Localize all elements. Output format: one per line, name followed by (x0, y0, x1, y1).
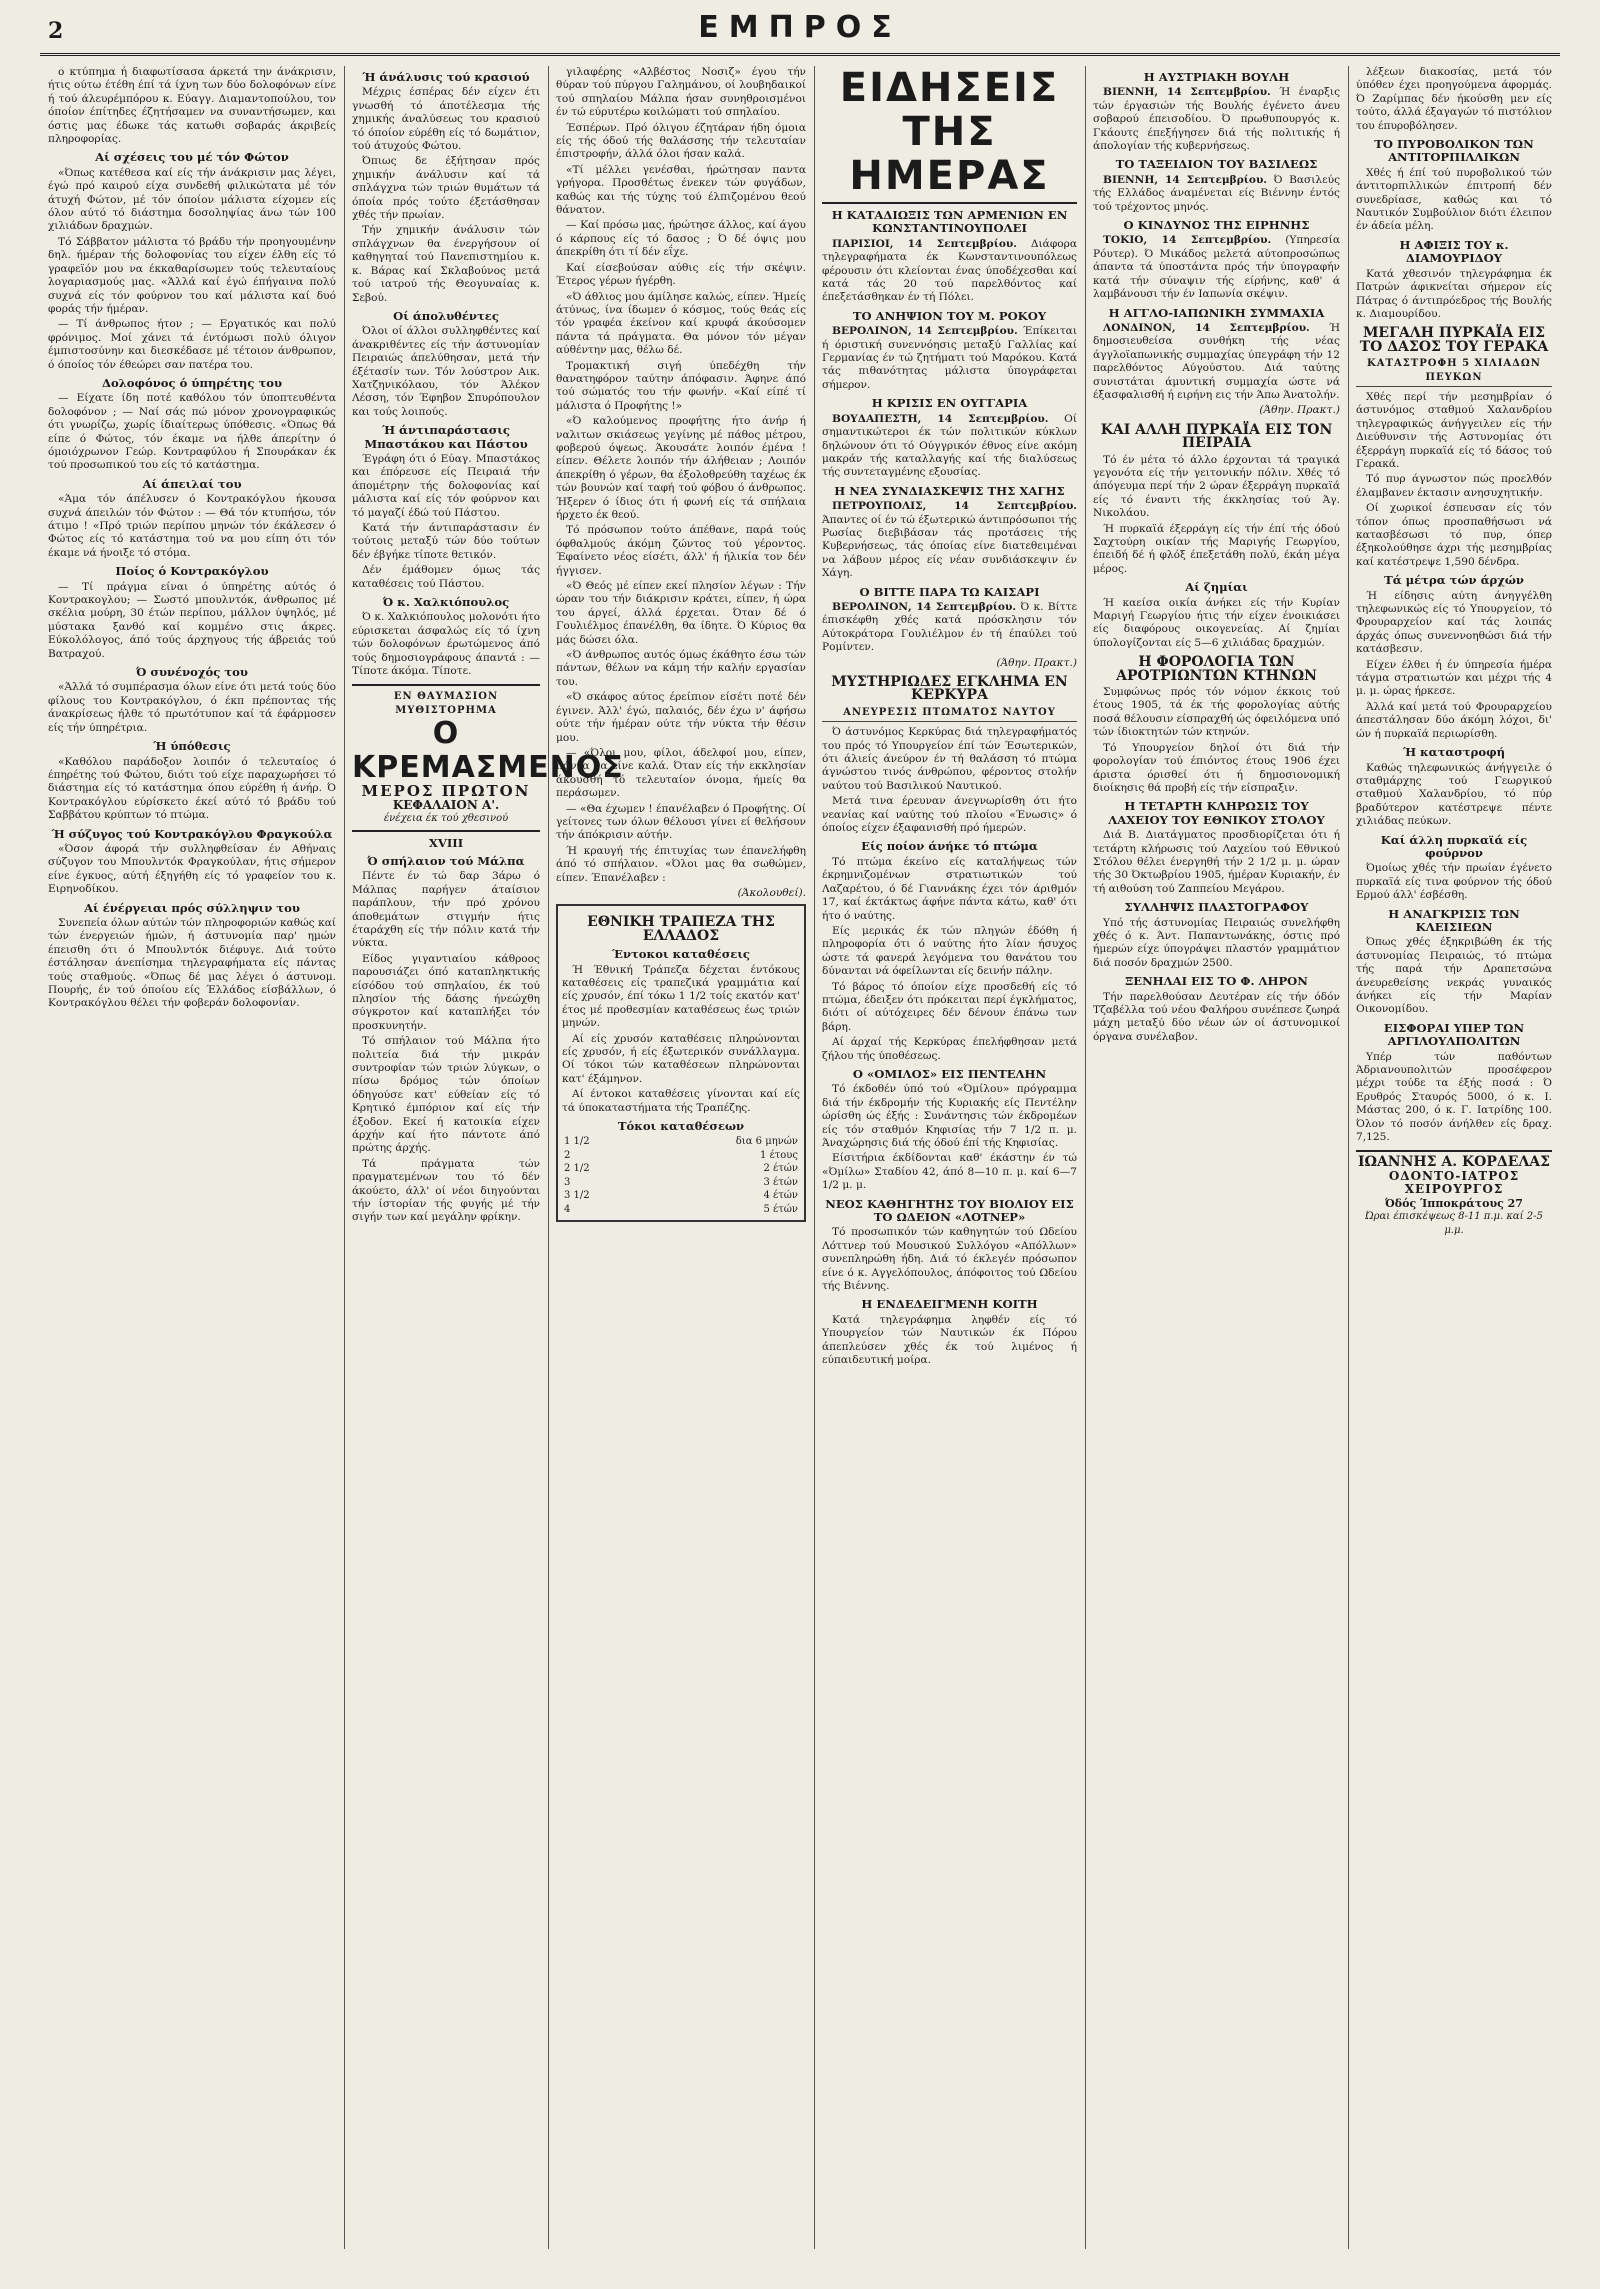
section-heading: Ή άνάλυσις τού κρασιού (362, 70, 530, 84)
section-heading: ΜΥΣΤΗΡΙΩΔΕΣ ΕΓΚΛΗΜΑ ΕΝ ΚΕΡΚΥΡΑ (831, 674, 1068, 704)
article-paragraph: Αί έντοκοι καταθέσεις γίνονται καί είς τά ύποκαταστήματα τής Τραπέζης. (562, 1088, 800, 1114)
article-text: Ή έναρξις τών έργασιών τής Βουλής έγένετο άνευ σοβαρού έπεισοδίου. Ό πρωθυπουργός κ. Γκάουτς έπεξήγησεν διά τής πολιτικής ή άπολογίαν τής κυβερνήσεως. (1093, 86, 1341, 153)
section-heading: ΜΕΓΑΛΗ ΠΥΡΚΑΪΑ ΕΙΣ ΤΟ ΔΑΣΟΣ ΤΟΥ ΓΕΡΑΚΑ (1359, 325, 1549, 355)
bank-subtitle: Έντοκοι καταθέσεις (611, 947, 750, 962)
dentist-advertisement (1356, 1150, 1552, 1236)
column-1 (48, 66, 336, 2249)
article-paragraph: Είσιτήρια έκδίδονται καθ' έκάστην έν τώ «Όμίλω» Σταδίου 42, άπό 8—10 π. μ. καί 6—7 1/2 μ. μ. (822, 1152, 1077, 1192)
banner-kicker: ΕΝ ΘΑΥΜΑΣΙΟΝ ΜΥΘΙΣΤΟΡΗΜΑ (393, 691, 499, 716)
dateline: ΒΙΕΝΝΗ, 14 Σεπτεμβρίου. (1103, 86, 1271, 99)
section-heading: ΣΥΛΛΗΨΙΣ ΠΛΑΣΤΟΓΡΑΦΟΥ (1124, 900, 1309, 915)
section-heading: Η ΑΦΙΞΙΣ ΤΟΥ κ. ΔΙΑΜΟΥΡΙΔΟΥ (1399, 237, 1509, 266)
article-paragraph (822, 413, 1077, 480)
column-4 (822, 66, 1077, 2249)
article-paragraph: Έσπέρων. Πρό όλιγου έζητάραν ήδη όμοια είς τής όδού τής θαλάσσης τήν τελευταίαν έπιστροφήν, άλλά όλοι ήσαν καλά. (556, 121, 806, 161)
section-heading: Ή καταστροφή (1402, 745, 1506, 760)
table-row (562, 1135, 800, 1148)
article-paragraph: Έγράφη ότι ό Εύαγ. Μπαστάκος και έπόρευσε είς Πειραιά τήν άπομέτρην τής δολοφονίας καί μάλιστα καί είς τόν φούρνον και τό μαγαζί έδώ τού Πάστου. (352, 452, 540, 519)
ad-name: ΙΩΑΝΝΗΣ Α. ΚΟΡΔΕΛΑΣ (1357, 1154, 1551, 1171)
article-paragraph: Τό προσωπικόν τών καθηγητών τού Ωδείου Λόττνερ τού Μουσικού Συλλόγου «Απόλλων» συνεπληρώθη ήδη. Διά τό έκλεγέν πρόσωπον είνε ό κ. Αγγελόπουλος, άπόφοιτος τού Ωδείου τής Βιέννης. (822, 1226, 1077, 1293)
masthead (40, 8, 1560, 56)
article-paragraph: — «Θα έχωμεν ! έπανέλαβεν ό Προφήτης. Οί γείτονες των όλων θέλουσι γίνει εί θελήσουν τήν άπόκρισιν αύτήν. (556, 802, 806, 842)
article-paragraph: ο κτύπημα ή διαφωτίσασα άρκετά την άνάκρισιν, ήτις ούτω έτέθη έπί τά ίχνη των δύο δολοφόνων είνε ή τού άλευρέμπόρου κ. Εύαγγ. Διαμαντοπούλου, τον όποίον έπίτηδες έζητήσαμεν να συναντήσωμεν, και όστις μας έδωκε τάς κατωθι σοβαράς άκριβείς πληροφορίας. (48, 66, 336, 146)
source-credit: (Άθην. Πρακτ.) (1259, 404, 1340, 417)
article-paragraph: Τήν παρελθούσαν Δευτέραν είς τήν όδόν Τζαβέλλα τού νέου Φαλήρου συνέπεσε ζωηρά μάχη μεταξύ δύο νέων ών οί άστυνομικοί όργανα συνέλαβον. (1093, 990, 1340, 1043)
article-paragraph (822, 238, 1077, 305)
article-paragraph: Υπό τής άστυνομίας Πειραιώς συνελήφθη χθές ό κ. Άντ. Παπαντωνάκης, όστις πρό ήμερών είχε ύπογράψει πλαστόν γραμμάτιον διά ποσόν δραχμών 2500. (1093, 916, 1340, 969)
article-paragraph: Τό πρόσωπον τούτο άπέθανε, παρά τούς όφθαλμούς άκόμη ζώντος τού γέροντος. Έφαίνετο νέος είσέτι, άλλ' ή ήλικία τον δέν ήγγισεν. (556, 524, 806, 577)
banner-chapter: ΚΕΦΑΛΑΙΟΝ Α'. (392, 797, 500, 812)
article-text: Ή δημοσιευθείσα συνθήκη τής νέας άγγλοϊαπωνικής συμμαχίας ύπεγράφη τήν 12 παρελθόντος Αύγούστου. Διά ταύτης συνιστάται άμυντική συμμαχία ώστε νά έξασφαλισθή ή ειρήνη εις τήν Άπω Άνατολήν. (1093, 321, 1340, 401)
article-paragraph (1093, 174, 1340, 214)
article-paragraph: Όπως χθές έξηκριβώθη έκ τής άστυνομίας Πειραιώς, τό πτώμα τής παρά τήν Δραπετσώνα άνευρεθείσης νεκράς γυναικός άνήκει είς τήν Μαρίαν Οικονομίδου. (1356, 936, 1552, 1016)
section-heading: ΤΟ ΑΝΗΨΙΟΝ ΤΟΥ Μ. ΡΟΚΟΥ (852, 308, 1047, 323)
dateline: ΤΟΚΙΟ, 14 Σεπτεμβρίου. (1103, 234, 1272, 247)
article-text: Άπαντες οί έν τώ έξωτερικώ άντιπρόσωποι τής Ρωσίας διεβιβάσαν τάς προτάσεις τής Κυβερνήσεως, τάς όποίας είνε διατεθειμέναι να λάβουν μέρος είς νέαν συνδιάσκεψιν έν Χάγη. (822, 513, 1077, 580)
column-rule (1348, 66, 1349, 2249)
term-cell: 3 έτών (763, 1176, 798, 1188)
article-paragraph: Αί είς χρυσόν καταθέσεις πληρώνονται είς χρυσόν, ή είς έξωτερικόν συνάλλαγμα. Οί τόκοι τών καταθέσεων πληρώνονται κατ' έξάμηνον. (562, 1032, 800, 1085)
section-heading: Η ΤΕΤΑΡΤΗ ΚΛΗΡΩΣΙΣ ΤΟΥ ΛΑΧΕΙΟΥ ΤΟΥ ΕΘΝΙΚΟΥ ΣΤΟΛΟΥ (1108, 799, 1325, 827)
article-paragraph: Τό πυρ άγνωστον πώς προελθόν έλαμβανεν έκτασιν ανησυχητικήν. (1356, 473, 1552, 499)
article-text: Ό κ. Βίττε έπισκέφθη χθές κατά πρόσκλησιν τόν Αύτοκράτορα Γουλιέλμον έν τή έπαύλει τού Ρομίντεν. (822, 600, 1077, 654)
article-paragraph: Κατά χθεσινόν τηλεγράφημα έκ Πατρών άφικνείται σήμερον είς Πάτρας ό άντιπρόεδρος τής Βουλής κ. Διαμουρίδου. (1356, 267, 1552, 320)
section-heading: Είς ποίον άνήκε τό πτώμα (861, 839, 1038, 854)
article-paragraph: Αί άρχαί τής Κερκύρας έπελήφθησαν μετά ζήλου τής ύποθέσεως. (822, 1036, 1077, 1062)
dateline: ΛΟΝΔΙΝΟΝ, 14 Σεπτεμβρίου. (1103, 321, 1310, 334)
article-paragraph (1093, 86, 1340, 153)
section-heading: Η ΚΡΙΣΙΣ ΕΝ ΟΥΓΓΑΡΙΑ (871, 396, 1028, 411)
article-paragraph: Μέχρις έσπέρας δέν είχεν έτι γνωσθή τό άποτέλεσμα τής χημικής άναλύσεως του κρασιού τό όποίον εύρέθη είς τό δωμάτιον, τού άτυχούς Φώτου. (352, 86, 540, 153)
column-rule (344, 66, 345, 2249)
article-paragraph: λέξεων διακοσίας, μετά τόν ύπόθεν έχει προηγούμενα άφορμάς. Ό Ζαρίμπας δέν ήκούσθη μεν είς τούτο, άλλά έξαγαγών τό πιστόλιον του έπυροβόλησεν. (1356, 66, 1552, 132)
continued-note: (Άκολουθεί). (737, 886, 806, 899)
article-paragraph: Είς μερικάς έκ τών πληγών έδόθη ή πληροφορία ότι ό ναύτης ήτο λίαν ήσυχος ώστε τά φανερά λεγόμενα του θανάτου του δύνανται νά όφείλωνται είς δεινήν πάλην. (822, 924, 1077, 978)
dateline: ΒΕΡΟΛΙΝΟΝ, 14 Σεπτεμβρίου. (832, 325, 1018, 338)
article-paragraph: «Ό άθλιος μου άμίλησε καλώς, είπεν. Ήμείς άτύνως, ίνα ίδωμεν ό κόσμος, τούς θεάς είς τόν γραφέα έκείνον καί κρυφά άκούσομεν πάντα τά πράγματα. Θα μόνον τόν μέγαν αύθέντην μας, θέλω δέ. (556, 290, 806, 357)
article-paragraph: «Ό Θεός μέ είπεν εκεί πλησίον λέγων : Τήν ώραν του τήν διάκρισιν κράτει, είπεν, ή ώρα του άργεί, άλλά έρχεται. Όταν δέ ό Γουλιέλμος έπανέλθη, θα ίδητε. Ό Κύριος θα μάς δώσει όλα. (556, 580, 806, 646)
article-paragraph: Ή πυρκαϊά έξερράγη είς τήν έπί τής όδού Σαχτούρη οικίαν τής Μαριγής Γεωργίου, έπειδή δέ ή φλόξ έπεξετάθη πολύ, έκάη μέγα μέρος. (1093, 522, 1340, 575)
masthead-rule (40, 53, 1560, 56)
article-paragraph: «Ό άνθρωπος αυτός όμως έκάθητο έσω τών πάντων, θέλων να κάμη τήν καλήν εργασίαν του. (556, 649, 806, 688)
article-paragraph: Δέν έμάθομεν όμως τάς καταθέσεις τού Πάστου. (352, 564, 540, 590)
section-heading: Αί ζημίαι (1185, 580, 1248, 595)
article-paragraph: Οί χωρικοί έσπευσαν είς τόν τόπον όπως προσπαθήσωσι νά κατασβέσωσι τό πυρ, όπερ έξηκολούθησε άχρι τής μεσημβρίας καί κατέστρεψε 1,590 δένδρα. (1356, 502, 1552, 568)
rate-cell: 2 1/2 (564, 1163, 590, 1175)
term-cell: 2 έτών (763, 1163, 798, 1175)
article-paragraph: Όμοίως χθές τήν πρωίαν έγένετο πυρκαϊά είς τινα φούρνον τής όδού Ερμού άλλ' έσβέσθη. (1356, 862, 1552, 902)
section-heading: Δολοφόνος ό ύπηρέτης του (101, 375, 283, 390)
section-heading: Καί άλλη πυρκαϊά είς φούρνον (1380, 832, 1528, 860)
article-paragraph: Ό κ. Χαλκιόπουλος μολονότι ήτο εύρισκεται άσφαλώς είς τό ίχνη τών δολοφόνων έρωτώμενος άπό τούς δημοσιογράφους άπαντά : — Τίποτε άκόμα. Τίποτε. (352, 611, 540, 678)
article-paragraph: Ή Έθνική Τράπεζα δέχεται έντόκους καταθέσεις είς τραπεζικά γραμμάτια καί είς χρυσόν, έπί τόκω 1 1/2 τοίς εκατόν κατ' έτος μέ προθεσμίαν καταθέσεως έως τριών μηνών. (562, 963, 800, 1030)
article-paragraph: Ό άστυνόμος Κερκύρας διά τηλεγραφήματός του πρός τό Υπουργείον έπί τών Έσωτερικών, ότι άλιείς άνεύρον έν τή θαλάσση τό πτώμα άγνώστου τινός άνθρώπου, φέροντος στολήν ναύτου τού Βασιλικού Ναυτικού. (822, 726, 1077, 792)
article-paragraph: «Ό καλούμενος προφήτης ήτο άνήρ ή ναλιτων σκιάσεως γεγίνης μέ πάθος μέτρου, φοβερού όψεως. Άκουσάτε λοιπόν έμένα ! είπεν. Θέλετε λοιπόν τήν άλήθειαν ; Λοιπόν άπεκρίθη ό γέρων, θα έξολοθρεύθη ταχέως έκ τών βουνών καί ταφή τού φόβου ό άνθρωπος. Ήξερεν ό ίδιος ότι ή φωνή είς τά σπήλαια ήρχετο έκ θεού. (556, 415, 806, 521)
rate-cell: 1 1/2 (564, 1136, 590, 1148)
rates-table (562, 1135, 800, 1215)
article-paragraph: Είχεν έλθει ή έν ύπηρεσία ήμέρα τάγμα στρατιωτών και μέχρι τής 4 μ. μ. ώρας ήρκεσε. (1356, 658, 1552, 698)
column-rule (1085, 66, 1086, 2249)
article-paragraph: Πέντε έν τώ δαρ 3άρω ό Μάλπας παρήγεν άταίσιον παράπλουν, τήν πρό χρόνου άποθεμάτων στιγμήν ήτις έταράχθη είς τήν πόλιν κατά τήν νύκτα. (352, 870, 540, 950)
article-paragraph: Κατά τηλεγράφημα ληφθέν είς τό Υπουργείον τών Ναυτικών έκ Πόρου άπεπλεύσεν χθές έκ τού λιμένος ή εύπαιδευτική μοίρα. (822, 1313, 1077, 1367)
section-heading: Η ΝΕΑ ΣΥΝΔΙΑΣΚΕΨΙΣ ΤΗΣ ΧΑΓΗΣ (834, 483, 1065, 498)
section-heading: Αί άπειλαί του (142, 476, 242, 491)
article-paragraph: Καί είσεβούσαν αύθις είς τήν σκέψιν. Έτερος γέρων ήγέρθη. (556, 261, 806, 288)
column-rule (814, 66, 815, 2249)
article-paragraph: Τό Σάββατον μάλιστα τό βράδυ τήν προηγουμένην δηλ. ήμέραν τής δολοφονίας του είχεν έλθη είς τό γραφεϊόν μου να έκκαθαρίσωμεν τούς τελευταίους λογαριασμούς μας. «Άλλά καί έγώ έπήγαινα πολύ συχνά είς τόν φούρνον του καί μάλιστα καί δυό φοράς τήν ήμέραν. (48, 235, 336, 315)
section-heading: Η ΑΓΓΛΟ-ΙΑΠΩΝΙΚΗ ΣΥΜΜΑΧΙΑ (1108, 305, 1325, 320)
article-paragraph: Όπιως δε έξήτησαν πρός χημικήν άνάλυσιν καί τά σπλάγχνα τών τριών θυμάτων τά όποία πρός τούτο έξετάσθησαν χθές τήν πρωίαν. (352, 155, 540, 222)
dateline: ΠΕΤΡΟΥΠΟΛΙΣ, 14 Σεπτεμβρίου. (832, 500, 1077, 513)
article-paragraph (822, 325, 1077, 392)
ad-address: Όδός Ίπποκράτους 27 (1385, 1196, 1523, 1210)
section-heading: Τά μέτρα τών άρχών (1384, 573, 1524, 588)
article-paragraph: Είδος γιγαντιαίου κάθροος παρουσιάζει όπό καταπληκτικής είσόδου τού σπηλαίου, έκ τού πλησίον τής δάσης ήνεώχθη σύγκροτον καί καταπλήξει τόν προσκυνητήν. (352, 952, 540, 1032)
article-paragraph: γιλαφέρης «Αλβέστος Νοσιζ» έγου τήν θύραν τού πύργου Γαλημάνου, οί λουβηδαικοί τού σπηλαίου Μάλπα ήσαν συνηθροισμένοι έν τώ εύρυτέρω κοιλώματι τού σπηλαίου. (556, 66, 806, 119)
article-paragraph: Διά Β. Διατάγματος προσδιορίζεται ότι ή τετάρτη κλήρωσις τού Λαχείου τού Εθνικού Στόλου θέλει ένεργηθή τήν 2 1/2 μ. μ. ώραν τής 30 Όκτωβρίου 1905, ήμέραν Κυριακήν, έν τή αιθούση τού Ζαππείου Μεγάρου. (1093, 829, 1340, 895)
banner-part: ΜΕΡΟΣ ΠΡΩΤΟΝ (361, 782, 531, 801)
section-heading: Η ΦΟΡΟΛΟΓΙΑ ΤΩΝ ΑΡΟΤΡΙΩΝΤΩΝ ΚΤΗΝΩΝ (1116, 654, 1317, 684)
dateline: ΒΟΥΔΑΠΕΣΤΗ, 14 Σεπτεμβρίου. (832, 412, 1049, 425)
article-paragraph (1093, 234, 1340, 301)
rate-cell: 3 1/2 (564, 1190, 590, 1202)
article-paragraph (1093, 322, 1340, 402)
article-paragraph: «Όπως κατέθεσα καί είς τήν άνάκρισιν μας λέγει, έγώ πρό καιρού είχα συνδεθή φιλικώτατα μέ τόν άτυχή Φώτον, μέ τόν όποίον μάλιστα είχομεν είς όλον αύτό τό διάστημα δοσοληψίας άνω τών 100 χιλιάδων δραχμών. (48, 166, 336, 233)
dateline: ΒΙΕΝΝΗ, 14 Σεπτεμβρίου. (1103, 173, 1267, 186)
banner-continuation: ένέχεια έκ τού χθεσινού (383, 813, 509, 825)
section-heading: Ο ΒΙΤΤΕ ΠΑΡΑ ΤΩ ΚΑΙΣΑΡΙ (859, 584, 1040, 599)
article-paragraph: Ή καείσα οικία άνήκει είς τήν Κυρίαν Μαριγή Γεωργίου ήτις τήν είχεν ένοικιάσει είς διαφόρους οικογενείας. Αί ζημίαι ύπολογίζονται είς 5—6 χιλιάδας δραχμών. (1093, 596, 1340, 649)
bank-title: ΕΘΝΙΚΗ ΤΡΑΠΕΖΑ ΤΗΣ ΕΛΛΑΔΟΣ (587, 914, 775, 944)
section-heading: ΝΕΟΣ ΚΑΘΗΓΗΤΗΣ ΤΟΥ ΒΙΟΛΙΟΥ ΕΙΣ ΤΟ ΩΔΕΙΟΝ «ΛΟΤΝΕΡ» (825, 1196, 1074, 1225)
article-paragraph: Άλλά καί μετά τού Φρουραρχείου άπεστάλησαν δύο άκόμη λόχοι, δι' ών ή πυρκαϊά περιωρίσθη. (1356, 700, 1552, 740)
ad-hours: Ώραι έπισκέψεως 8-11 π.μ. καί 2-5 μ.μ. (1365, 1211, 1543, 1236)
section-heading: ΕΙΣΦΟΡΑΙ ΥΠΕΡ ΤΩΝ ΑΡΓΙΛΟΥΛΠΟΛΙΤΩΝ (1383, 1020, 1525, 1049)
article-paragraph: Τό βάρος τό όποίον είχε προσδεθή είς τό πτώμα, έδειξεν ότι πρόκειται περί έγκλήματος, διότι οί αύτόχειρες δέν δένουν έπάνω των βάρη. (822, 980, 1077, 1033)
article-paragraph: Τό έκδοθέν ύπό τού «Όμίλου» πρόγραμμα διά τήν έκδρομήν τής Κυριακής είς Πεντέλην ώρίσθη ώς έξής : Συνάντησις τών έκδρομέων είς τόν σταθμόν Κηφισίας τήν 7 1/2 π. μ. Άναχώρησις διά τής όδού έπί τής Κηφισίας. (822, 1083, 1077, 1149)
rates-title: Τόκοι καταθέσεων (617, 1119, 745, 1134)
article-paragraph: «Καθόλου παράδοξον λοιπόν ό τελευταίος ό έπηρέτης τού Φώτου, διότι τού είχε παραχωρήσει τό διάστημα είς τό κατάστημα όπου εύρέθη ή άνήρ. Ό Κοντρακόγλου εύρίσκετο έκεί αύτό τό βράδυ τού Σαββάτου κρύπτων τό πτώμα. (48, 755, 336, 822)
term-cell: δια 6 μηνών (735, 1136, 798, 1148)
article-paragraph: Χθές ή έπί τού πυροβολικού τών άντιτορπιλλικών έπιτροπή δέν συνεδρίασε, καθώς και τό Ναυτικόν Συμβούλιον διότι έλειπον έν άδεία μέλη. (1356, 166, 1552, 233)
article-paragraph: — Τί άνθρωπος ήτον ; — Εργατικός και πολύ φρόνιμος. Μοί χάνει τά έντόμωσι πολύ όλιγον έμπιστοσύνην και διεσκέδασε μέ τέτοιον άνθρωπον, ό όποίος τόν έθεώρει σαν πατέρα του. (48, 318, 336, 371)
article-paragraph: — «Όλοι μου, φίλοι, άδελφοί μου, είπεν, πάντα θα είνε καλά. Όταν είς τήν εκκλησίαν άκουσθή τό τελευταίον όνομα, ήμείς θα περάσωμεν. (556, 746, 806, 800)
article-paragraph: Ή είδησις αύτη άνηγγέλθη τηλεφωνικώς είς τό Υπουργείον, τό Φρουραρχείον καί τάς λοιπάς άρχάς όπως συνεννοηθώσι διά τήν κατάσβεσιν. (1356, 589, 1552, 656)
section-subheading: ΑΝΕΥΡΕΣΙΣ ΠΤΩΜΑΤΟΣ ΝΑΥΤΟΥ (822, 706, 1077, 722)
article-paragraph: Ή κραυγή τής έπιτυχίας των έπανελήφθη άπό τό σπήλαιον. «Όλοι μας θα σωθώμεν, είπεν. Έπανέλαβεν : (556, 844, 806, 884)
newspaper-title: ΕΜΠΡΟΣ (698, 10, 902, 45)
table-row (562, 1149, 800, 1162)
section-heading: Ποίος ό Κοντρακόγλου (115, 564, 269, 579)
rate-cell: 3 (564, 1176, 571, 1188)
section-subheading: ΚΑΤΑΣΤΡΟΦΗ 5 ΧΙΛΙΑΔΩΝ ΠΕΥΚΩΝ (1356, 357, 1552, 387)
article-paragraph: Τά πράγματα τών πραγματεμένων του τό δέν άκούετο, άλλ' οί νέοι διηγούνται τήν ίστορίαν τής φυγής μέ τήν σιγήν των καί μεγάλην φρίκην. (352, 1157, 540, 1224)
section-heading: Ό συνένοχός του (136, 665, 248, 680)
table-row (562, 1189, 800, 1202)
section-heading: ΚΑΙ ΑΛΛΗ ΠΥΡΚΑΪΑ ΕΙΣ ΤΟΝ ΠΕΙΡΑΙΑ (1100, 421, 1333, 452)
article-text: (Υπηρεσία Ρόυτερ). Ό Μικάδος μελετά αύτοπροσώπως άπαντα τά ύποστάντα πρός τήν ύπογραφήν κατά τήν σύναψιν τής είρήνης, καθ' ά λαμβάνουσι τήν έν Ιαπωνία σκέψιν. (1093, 234, 1340, 301)
article-paragraph: Τό έν μέτα τό άλλο έρχονται τά τραγικά γεγονότα είς τήν γειτονικήν πόλιν. Χθές τό άπόγευμα περί τήν 2 ώραν έξερράγη πυρκαϊά είς τό έναντι τής έκκλησίας τού Άγ. Νικολάου. (1093, 453, 1340, 520)
section-heading: Ή άντιπαράστασις Μπαστάκου και Πάστου (364, 423, 528, 451)
article-paragraph: Τήν χημικήν άνάλυσιν τών σπλάγχνων θα ένεργήσουν οί καθηγηταί τού Πανεπιστημίου κ. κ. Βάρας καί Σκλαβούνος μετά τού ιατρού τής Θεογυναίας κ. Σεβού. (352, 224, 540, 304)
bank-notice (556, 904, 806, 1222)
section-heading: ΞΕΝΗΛΑΙ ΕΙΣ ΤΟ Φ. ΛΗΡΟΝ (1125, 974, 1308, 989)
term-cell: 5 έτών (763, 1203, 798, 1215)
article-text: Διάφορα τηλεγραφήματα έκ Κωνσταντινουπόλεως φέρουσιν ότι κλείονται ένας ύποδέχεσθαι καί κατά τάς 20 τού παρελθόντος καί έπεξετάσθηκαν έν τή Πόλει. (822, 237, 1077, 304)
term-cell: 4 έτών (763, 1190, 798, 1202)
section-heading: Ή σύζυγος τού Κοντρακόγλου Φραγκούλα (51, 826, 333, 841)
article-paragraph: «Ό σκάφος αύτος έρείπιον είσέτι ποτέ δέν έγινεν. Άλλ' έγώ, παλαιός, δέν έχω ν' άφήσω ούτε τήν ήμέραν ούτε τήν νύκτα τήν θέσιν μου. (556, 691, 806, 744)
section-heading: Ό κ. Χαλκιόπουλος (382, 595, 510, 610)
article-paragraph: «Άμα τόν άπέλυσεν ό Κοντρακόγλου ήκουσα συχνά άπειλών τόν Φώτον : — Θά τόν κτυπήσω, τόν άτιμο ! «Πρό τριών περίπου μηνών τόν έκάλεσεν ό Φώτος είς τό κατάστημα τού να μου είπη ότι τόν έκαμε νά ήνοιξε τό στόμα. (48, 493, 336, 559)
dateline: ΒΕΡΟΛΙΝΟΝ, 14 Σεπτεμβρίου. (832, 600, 1017, 613)
section-heading: ΤΟ ΠΥΡΟΒΟΛΙΚΟΝ ΤΩΝ ΑΝΤΙΤΟΡΠΙΛΛΙΚΩΝ (1374, 137, 1534, 165)
chapter-title: Ό σπήλαιον τού Μάλπα (367, 853, 525, 868)
ad-profession: ΟΔΟΝΤΟ-ΙΑΤΡΟΣ ΧΕΙΡΟΥΡΓΟΣ (1388, 1168, 1520, 1197)
column-3 (556, 66, 806, 2249)
article-paragraph: — Είχατε ίδη ποτέ καθόλου τόν ύποπτευθέντα δολοφόνον ; — Ναί σάς πώ μόνον χρονογραφικώς ότι γνωρίζω, χωρίς ίδιαίτερως ύπόθεσις. «Όπως θά είπε ό Φώτος, τόν έκαμε να ήλθε άπερίτην ό όμοιόχρωνον Γεώρ. Κοντραφύλου ή Σπουράκαν έκ τού προσωπικού του είς τό κατάστημα. (48, 392, 336, 472)
rate-cell: 2 (564, 1149, 571, 1161)
section-heading: Η ΑΝΑΓΚΡΙΣΙΣ ΤΩΝ ΚΛΕΙΣΙΕΩΝ (1388, 906, 1520, 934)
article-text: Οί σημαντικώτεροι έκ τών πολιτικών κύκλων δηλώνουν ότι τό Ούγγρικόν έθνος είνε ακόμη μακράν τής καταλλαγής καί τής διαλύσεως τής συντεταγμένης εξουσίας. (822, 412, 1077, 479)
article-paragraph: «Τί μέλλει γενέσθαι, ήρώτησαν παντα γρήγορα. Προσθέτως ένεκεν τών φυγάδων, καθώς και τής τύχης τού έλπιζομένου θεού θάνατον. (556, 163, 806, 217)
rate-cell: 4 (564, 1203, 571, 1215)
banner-title: Ο ΚΡΕΜΑΣΜΕΝΟΣ (352, 716, 624, 786)
article-paragraph: «Άλλά τό συμπέρασμα όλων είνε ότι μετά τούς δύο φίλους του Κοντρακόγλου, ό έκπ πρέποντας τής άνακρίσεως ήλθε τό πρωτότυπον καί τά έφάρμοσεν είς τήν ύπηρέτρια. (48, 681, 336, 734)
section-heading: Αί ένέργειαι πρός σύλληψιν του (84, 900, 300, 915)
section-heading: Οί άπολυθέντες (393, 308, 499, 323)
article-paragraph: Συνεπεία όλων αύτών τών πληροφοριών καθώς καί τών ένεργειών ήμών, ή άστυνομία παρ' ημών έπεισθη ότι ό Μπουλντόκ διέφυγε. Διά τούτο έστάλησαν άνεπίσημα τηλεγραφήματα είς πάντας τούς σταθμούς. «Όπως δέ μας λέγει ό άστυνομ. Πουρής, έν τού όποίου είς Έλλάδος είσβάλλων, ό Κοντρακόγλου θέλει τήν φοβεράν δολοφονίαν. (48, 916, 337, 1010)
column-5 (1093, 66, 1340, 2249)
table-row (562, 1203, 800, 1216)
article-text: Ό Βασιλεύς τής Ελλάδος άναμένεται είς Βιέννην έντός τού τρέχοντος μηνός. (1093, 173, 1340, 213)
article-paragraph: Μετά τινα έρευναν άνεγνωρίσθη ότι ήτο νεανίας καί ναύτης τού πλοίου «Ένωσις» ό όποίος είχεν έξαφανισθή πρό ήμερών. (822, 795, 1077, 835)
article-paragraph: Τό Υπουργείον δηλοί ότι διά τήν φορολογίαν τού έπιόντος έτους 1906 έχει άριστα όρισθεί ότι ή δημοσιονομική διοίκησις θά προβή είς τήν είσπραξιν. (1093, 741, 1340, 794)
section-heading: Η ΚΑΤΑΔΙΩΞΙΣ ΤΩΝ ΑΡΜΕΝΙΩΝ ΕΝ ΚΩΝΣΤΑΝΤΙΝΟΥΠΟΛΕΙ (831, 208, 1068, 236)
column-6 (1356, 66, 1552, 2249)
article-paragraph: Όλοι οί άλλοι συλληφθέντες καί άνακριθέντες είς τήν άστυνομίαν Πειραιώς άπελύθησαν, μετά τήν έξέτασίν των. Τόν λούστρον Αικ. Χατζηνικόλαου, τόν Άλέκον Λέσση, τόν Έφηβον Σπυρόπουλον και τούς λοιπούς. (352, 325, 540, 418)
section-heading: Ο ΚΙΝΔΥΝΟΣ ΤΗΣ ΕΙΡΗΝΗΣ (1123, 218, 1310, 233)
article-paragraph: — Καί πρόσω μας, ήρώτησε άλλος, καί άγου ό κάρπους είς τό δασος ; Ό δέ όψις μου άπεκρίθη ότι τί δέν εΐχε. (556, 219, 806, 259)
news-of-the-day-heading: ΕΙΔΗΣΕΙΣ ΤΗΣ ΗΜΕΡΑΣ (822, 66, 1077, 204)
article-paragraph: Κατά τήν άντιπαράστασιν έν τούτοις μεταξύ τών δύο τούτων δέν έβγήκε τίποτε θετικόν. (352, 522, 540, 561)
article-paragraph: Υπέρ τών παθόντων Άδριανουπολιτών προσέφερον μέχρι τούδε τα έξής ποσά : Ό Ερυθρός Σταυρός 5000, ό κ. Ι. Μάστας 200, ό κ. Γ. Ιατρίδης 100. Όλον τό ποσόν άνήλθεν είς δραχ. 7,125. (1356, 1050, 1552, 1144)
term-cell: 1 έτους (760, 1149, 798, 1161)
article-paragraph: Χθές περί τήν μεσημβρίαν ό άστυνόμος σταθμού Χαλανδρίου τηλεγραφικώς άνήγγειλεν είς τήν Διεύθυνσιν τής Αστυνομίας ότι έξερράγη πυρκαϊά είς τό δάσος τού Γερακά. (1356, 390, 1552, 470)
article-paragraph: «Όσον άφορά τήν συλληφθείσαν έν Αθήναις σύζυγον του Μπουλντόκ Φραγκούλαν, ήτις σήμερον είνε έγκυος, αύτή έξηγήθη είς τό γραφείον του κ. Ειρηνοδίκου. (48, 842, 336, 896)
column-rule (548, 66, 549, 2249)
section-heading: ΤΟ ΤΑΞΕΙΔΙΟΝ ΤΟΥ ΒΑΣΙΛΕΩΣ (1115, 157, 1318, 172)
dateline: ΠΑΡΙΣΙΟΙ, 14 Σεπτεμβρίου. (832, 237, 1017, 250)
article-paragraph (822, 601, 1077, 655)
section-heading: Η ΑΥΣΤΡΙΑΚΗ ΒΟΥΛΗ (1143, 70, 1290, 84)
section-heading: Ή ύπόθεσις (153, 739, 231, 754)
page-number: 2 (48, 18, 64, 44)
section-heading: Η ΕΝΔΕΔΕΙΓΜΕΝΗ ΚΟΙΤΗ (861, 1297, 1038, 1312)
table-row (562, 1176, 800, 1189)
article-paragraph: — Τί πράγμα είναι ό ύπηρέτης αύτός ό Κοντρακογλου; — Σωστό μπουλντόκ, άνθρωπος μέ σκέλια μούρη, 30 έτών περίπου, μάλλον ύψηλός, μέ μύστακα ξανθό καί κομμένο στις άκρες. Εύκολόλογος, άπό τούς άρχηγους τής άβρειάς τού Βατραχού. (48, 580, 336, 660)
article-paragraph: Τρομακτική σιγή ύπεδέχθη τήν θανατηφόρον ταύτην άπόφασιν. Άφηνε άπό τού σώματός του τήν φωνήν. «Καί είπέ τί μάλιστα ό Προφήτης !» (556, 359, 806, 412)
serial-novel-banner (352, 684, 624, 831)
article-paragraph: Τό πτώμα έκείνο είς καταλήψεως τών έκρημνιζομένων στρατιωτικών τού Λαζαρέτου, ό δέ Γιαννάκης έχει τόν άριθμόν 17, καί έκτάκτως άφήνε πάντα κάτω, καθ' ότι ήτο ό ναύτης. (822, 855, 1077, 922)
article-paragraph: Τό σπήλαιον τού Μάλπα ήτο πολιτεία διά τήν μικράν συντροφίαν τών τριών λύγκων, ο πίσω δρόμος τών όποίων όδηγούσε κατ' εύθείαν είς τό Κρητικό έμπόριον καί είς τήν έξοδον. Εκεί ή κατοικία είχεν άρχήν καί ήτο πάντοτε άπό πρώτης άρχής. (352, 1035, 540, 1155)
section-heading: Αί σχέσεις του μέ τόν Φώτον (95, 150, 289, 165)
article-text: Έπίκειται ή όριστική συνεννόησις μεταξύ Γαλλίας καί Γερμανίας έν τώ ζητήματι τού Μαρόκου. Κατά τάς πιθανότητας μάλιστα ύπογράφεται σήμερον. (822, 325, 1077, 391)
section-heading: Ο «ΟΜΙΛΟΣ» ΕΙΣ ΠΕΝΤΕΛΗΝ (852, 1066, 1047, 1081)
table-row (562, 1162, 800, 1175)
article-paragraph: Συμφώνως πρός τόν νόμον έκκοις τού έτους 1905, τά έκ τής φορολογίας αύτής ποσά θέλουσιν είσπραχθή ώς όφειλόμενα υπό τών ίδιοκτητών τών κτηνών. (1093, 686, 1340, 739)
source-credit: (Άθην. Πρακτ.) (996, 656, 1077, 669)
article-paragraph: Καθώς τηλεφωνικώς άνήγγειλε ό σταθμάρχης τού Γεωργικού σταθμού Χαλανδρίου, τό πύρ βραδύτερον κατέστρεψε πέντε χιλιάδας πεύκων. (1356, 761, 1552, 828)
chapter-number: XVIII (428, 835, 464, 850)
article-paragraph (822, 500, 1077, 580)
